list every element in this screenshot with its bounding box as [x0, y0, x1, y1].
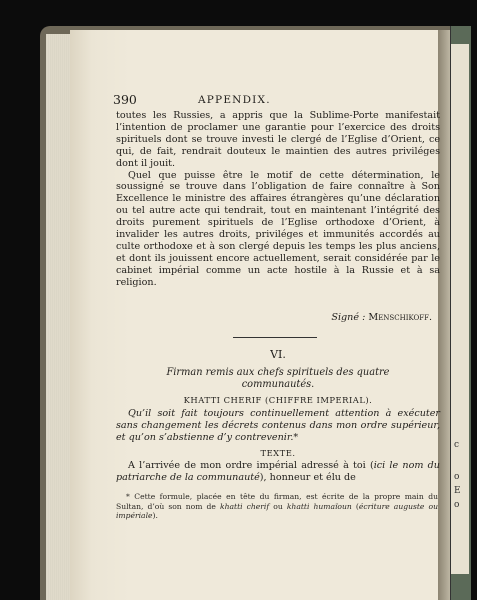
signed-label: Signé :	[331, 312, 366, 323]
facing-letter: c	[454, 440, 460, 450]
khatti-text: Qu’il soit fait toujours continuellement attention à exécuter sans changement les décrets contenus dans mon ordre supérieur, et qu’on s’abstienne d’y contrevenir.*	[116, 408, 440, 444]
paragraph: Quel que puisse être le motif de cette détermination, le soussigné se trouve dans l’obligation de faire connaître à Son Excellence le ministre des affaires étrangères qu’une déclaration ou tel autre acte qui tendrait, tout en maintenant l’intégrité des droits purement spirituels de l’Eglise orthodoxe d’Orient, à invalider les autres droits, priviléges et immunités accordés au culte orthodoxe et à son clergé depuis les temps les plus anciens, et dont ils jouissent encore actuellement, serait considérée par le cabinet impérial comme un acte hostile à la Russie et à sa religion.	[116, 169, 440, 288]
signer-name: Menschikoff.	[368, 312, 432, 323]
facing-letter: o	[454, 500, 460, 510]
facing-letter: o	[454, 472, 460, 482]
signature-line	[116, 312, 432, 323]
facing-letter: E	[454, 486, 461, 496]
section-title	[116, 367, 440, 391]
running-head: APPENDIX.	[198, 94, 271, 106]
page-number: 390	[113, 92, 137, 107]
page-edges	[46, 34, 71, 600]
section-divider	[233, 337, 317, 338]
paragraph: toutes les Russies, a appris que la Sublime-Porte manifestait l’intention de proclamer une garantie pour l’exercice des droits spirituels dont se trouve investi le clergé de l’Eglise d’Orient, ce qui, de fait, rendrait douteux le maintien des autres priviléges dont il jouit.	[116, 110, 440, 169]
khatti-heading: KHATTI CHERIF (CHIFFRE IMPERIAL).	[183, 395, 373, 405]
texte-body: A l’arrivée de mon ordre impérial adressé à toi (ici le nom du patriarche de la communauté), honneur et élu de	[116, 460, 440, 484]
facing-page-strip	[451, 44, 469, 574]
section-title-line: communautés.	[241, 379, 315, 390]
section-title-line: Firman remis aux chefs spirituels des quatre	[166, 367, 390, 378]
letter-body	[116, 110, 440, 289]
section-number: VI.	[270, 348, 286, 361]
texte-heading: TEXTE.	[260, 448, 296, 458]
footnote: * Cette formule, placée en tête du firman, est écrite de la propre main du Sultan, d’où son nom de khatti cherif ou khatti humaïoun (écriture auguste ou impériale).	[116, 492, 438, 521]
